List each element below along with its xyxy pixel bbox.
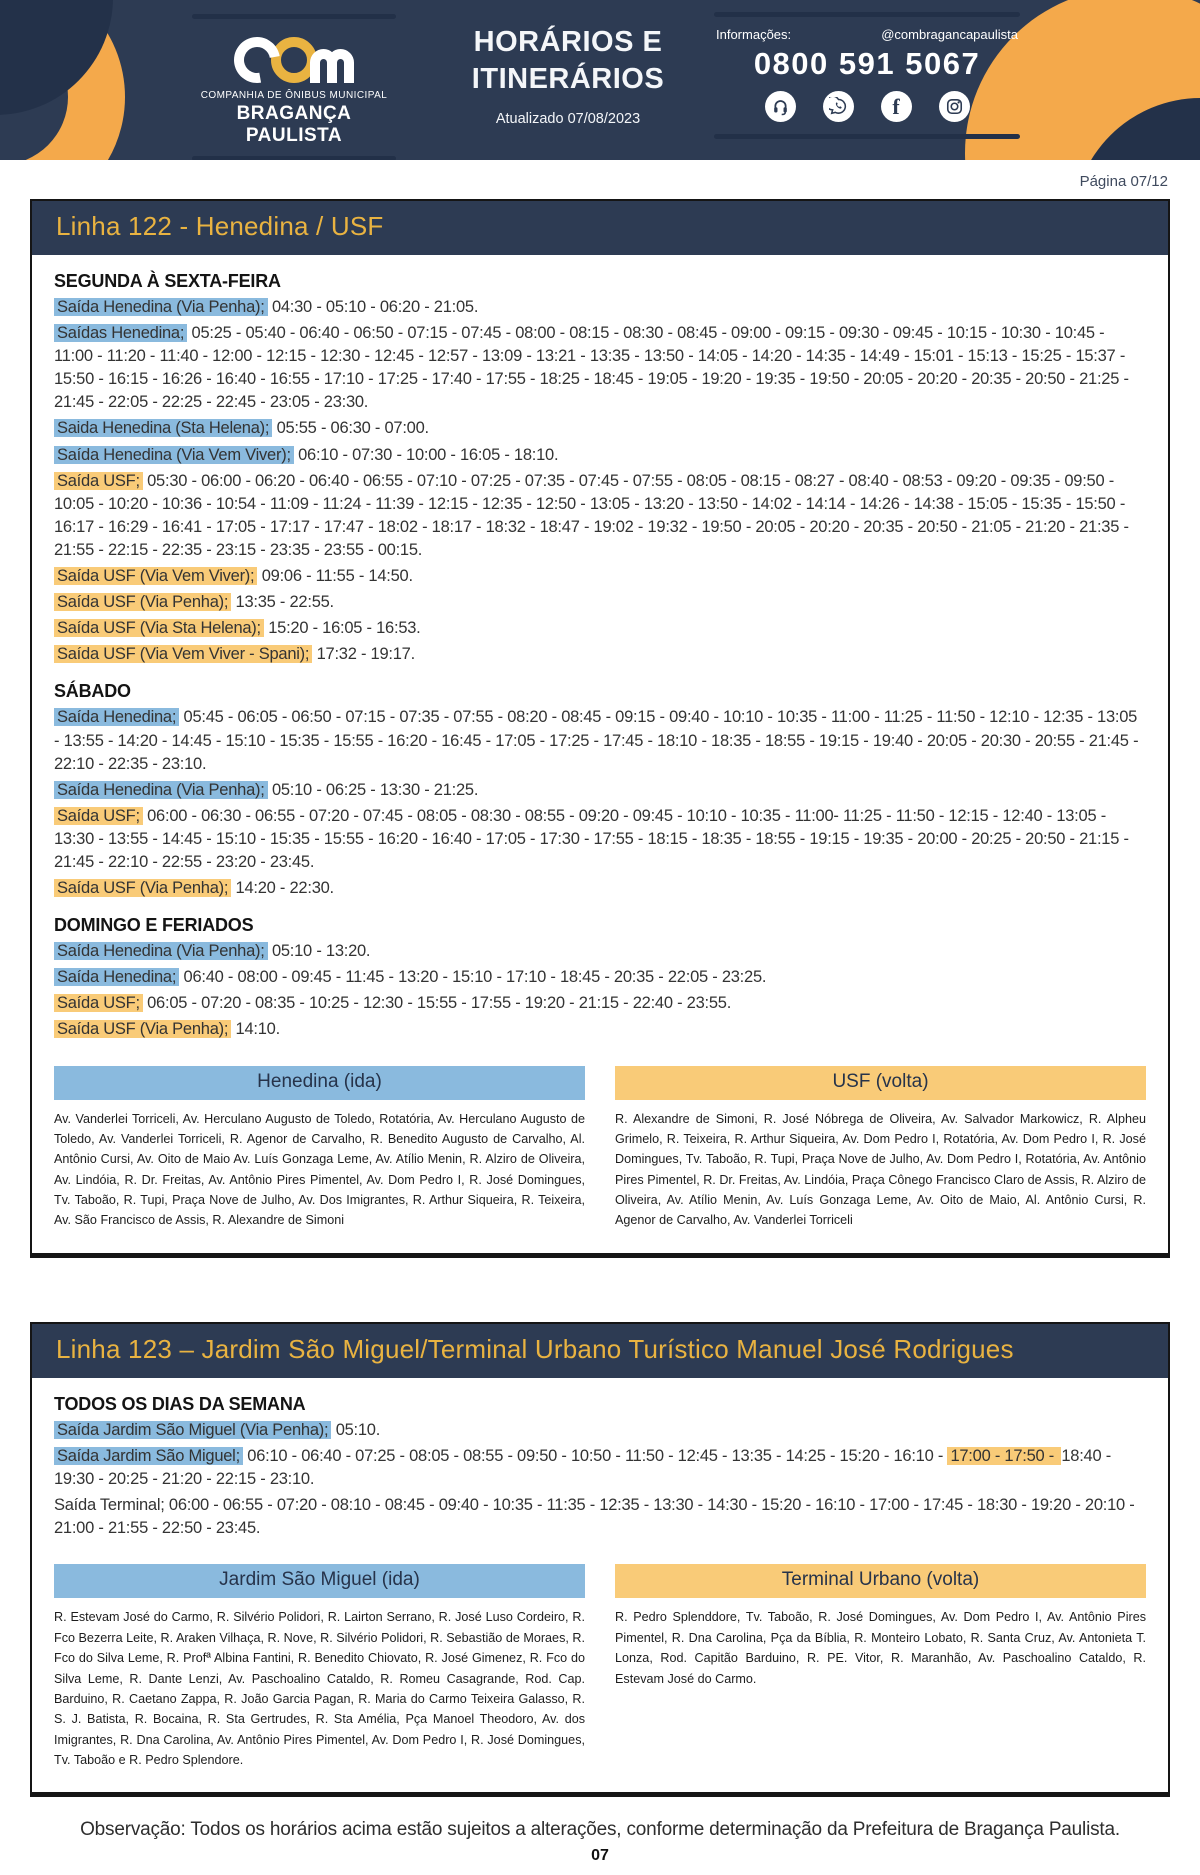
departure-times: 05:55 - 06:30 - 07:00. bbox=[272, 419, 429, 438]
divider bbox=[192, 156, 396, 160]
departure-times: 06:10 - 07:30 - 10:00 - 16:05 - 18:10. bbox=[293, 445, 559, 464]
departure-times: 06:00 - 06:55 - 07:20 - 08:10 - 08:45 - 09:40 - 10:35 - 11:35 - 12:35 - 13:30 - 14:30 - 15:20 - 16:10 - 17:00 - 17:45 - 18:30 - 19:20 - 20:10 - 21:00 - 21:55 - 22:50 - 23:45. bbox=[54, 1496, 1135, 1538]
column-header-volta: USF (volta) bbox=[615, 1066, 1146, 1100]
departure-times: 14:20 - 22:30. bbox=[231, 879, 334, 898]
departure-times: 17:00 - 17:50 - bbox=[947, 1447, 1061, 1465]
phone-number: 0800 591 5067 bbox=[753, 46, 981, 81]
schedule-entry bbox=[54, 565, 1146, 588]
linha-122-title: Linha 122 - Henedina / USF bbox=[32, 201, 1168, 255]
departure-label: Saída Henedina (Via Penha); bbox=[54, 942, 268, 960]
column-header-volta: Terminal Urbano (volta) bbox=[615, 1564, 1146, 1598]
schedule-entry bbox=[54, 1018, 1146, 1041]
route-column-volta bbox=[615, 1066, 1146, 1231]
departure-label: Saída Henedina; bbox=[54, 708, 179, 726]
linha-122-body bbox=[32, 255, 1168, 1253]
title-line-1: HORÁRIOS E bbox=[473, 26, 663, 58]
departure-times: 05:30 - 06:00 - 06:20 - 06:40 - 06:55 - 07:10 - 07:25 - 07:35 - 07:45 - 07:55 - 08:05 - 08:15 - 08:27 - 08:40 - 08:53 - 09:20 - 09:35 - 09:50 - 10:05 - 10:20 - 10:36 - 10:54 - 11:09 - 11:24 - 11:39 - 12:15 - 12:35 - 12:50 - 13:05 - 13:20 - 13:50 - 14:02 - 14:14 - 14:26 - 14:38 - 15:05 - 15:35 - 15:50 - 16:17 - 16:29 - 16:41 - 17:05 - 17:17 - 17:47 - 18:02 - 18:17 - 18:32 - 18:47 - 19:02 - 19:32 - 19:50 - 20:05 - 20:20 - 20:35 - 20:50 - 21:05 - 21:20 - 21:35 - 21:55 - 22:15 - 22:35 - 23:15 - 23:35 - 23:55 - 00:15. bbox=[54, 471, 1129, 559]
schedule-entry bbox=[54, 966, 1146, 989]
departure-times: 14:10. bbox=[231, 1020, 280, 1039]
headset-icon bbox=[765, 91, 796, 122]
day-section bbox=[54, 681, 1146, 900]
departure-times: 05:10. bbox=[331, 1420, 381, 1439]
linha-123-box bbox=[30, 1322, 1170, 1798]
departure-label: Saida Henedina (Sta Helena); bbox=[54, 419, 272, 437]
day-section bbox=[54, 915, 1146, 1041]
departure-times: 06:10 - 06:40 - 07:25 - 08:05 - 08:55 - 09:50 - 10:50 - 11:50 - 12:45 - 13:35 - 14:25 - 15:20 - 16:10 - bbox=[242, 1446, 948, 1465]
schedule-entry bbox=[54, 877, 1146, 900]
linha-123-title: Linha 123 – Jardim São Miguel/Terminal Urbano Turístico Manuel José Rodrigues bbox=[32, 1324, 1168, 1378]
schedule-entry bbox=[54, 1445, 1146, 1491]
departure-times: 15:20 - 16:05 - 16:53. bbox=[263, 619, 421, 638]
route-description-volta: R. Alexandre de Simoni, R. José Nóbrega de Oliveira, Av. Salvador Markowicz, R. Alpheu Grimelo, R. Teixeira, R. Arthur Siqueira, Av. Dom Pedro I, Rotatória, Av. Dom Pedro I, R. José Domingues, Tv. Taboão, R. Tupi, Praça Nove de Julho, Av. Dom Pedro I, Rotatória, Av. Antônio Pires Pimentel, R. Dr. Freitas, Av. Lindóia, Praça Cônego Francisco Claro de Assis, R. Alziro de Oliveira, Av. Atílio Menin, Av. Luís Gonzaga Leme, Av. Oito de Maio, Al. Antônio Cursi, R. Agenor de Carvalho, Av. Vanderlei Torriceli bbox=[615, 1111, 1146, 1228]
day-heading: SEGUNDA À SEXTA-FEIRA bbox=[54, 271, 281, 291]
departure-times: 05:45 - 06:05 - 06:50 - 07:15 - 07:35 - 07:55 - 08:20 - 08:45 - 09:15 - 09:40 - 10:10 - 10:35 - 11:00 - 11:25 - 11:50 - 12:10 - 12:35 - 13:05 - 13:55 - 14:20 - 14:45 - 15:10 - 15:35 - 15:55 - 16:20 - 16:45 - 17:05 - 17:25 - 17:45 - 18:10 - 18:35 - 18:55 - 19:15 - 19:40 - 20:05 - 20:30 - 20:55 - 21:45 - 22:10 - 22:35 - 23:10. bbox=[54, 708, 1139, 773]
departure-times: 06:40 - 08:00 - 09:45 - 11:45 - 13:20 - 15:10 - 17:10 - 18:45 - 20:35 - 22:05 - 23:25. bbox=[179, 968, 767, 987]
schedule-entry bbox=[54, 643, 1146, 666]
route-description-volta: R. Pedro Splenddore, Tv. Taboão, R. José Domingues, Av. Dom Pedro I, Av. Antônio Pires Pimentel, R. Dna Carolina, Pça da Bíblia, R. Monteiro Lobato, R. Santa Cruz, Av. Antonieta T. Lonza, Rod. Capitão Barduino, R. PE. Vitor, R. Maranhão, Av. Paschoalino Cataldo, R. Estevam José do Carmo. bbox=[615, 1610, 1146, 1686]
route-column-ida bbox=[54, 1066, 585, 1231]
schedule-entry bbox=[54, 296, 1146, 319]
schedule-entry bbox=[54, 591, 1146, 614]
day-section bbox=[54, 271, 1146, 666]
schedule-entry bbox=[54, 322, 1146, 414]
com-logo bbox=[188, 14, 400, 160]
departure-label: Saída Jardim São Miguel (Via Penha); bbox=[54, 1421, 331, 1439]
info-row bbox=[710, 27, 1024, 42]
departure-times: 05:10 - 13:20. bbox=[267, 942, 371, 961]
route-column-volta bbox=[615, 1564, 1146, 1770]
departure-label: Saída USF; bbox=[54, 807, 143, 825]
instagram-icon bbox=[939, 91, 970, 122]
schedule-entry bbox=[54, 417, 1146, 440]
schedule-entry bbox=[54, 706, 1146, 775]
company-city: BRAGANÇA PAULISTA bbox=[236, 103, 352, 146]
departure-label: Saída USF; bbox=[54, 472, 143, 490]
day-heading: TODOS OS DIAS DA SEMANA bbox=[54, 1393, 306, 1414]
departure-label: Saída Jardim São Miguel; bbox=[54, 1447, 243, 1465]
route-description-ida: R. Estevam José do Carmo, R. Silvério Polidori, R. Lairton Serrano, R. José Luso Cordeiro, R. Fco Bezerra Leite, R. Araken Vilhaça, R. Nove, R. Silvério Polidori, R. Sebastião de Moraes, R. Fco do Silva Leme, R. Profª Albina Fantini, R. Benedito Chiovato, R. José Gimenez, R. Fco do Silva Leme, R. Dante Lenzi, Av. Paschoalino Cataldo, R. Romeu Casagrande, Rod. Cap. Barduino, R. Caetano Zappa, R. João Garcia Pagan, R. Maria do Carmo Teixeira Galasso, R. S. J. Batista, R. Bocaina, R. Sta Gertrudes, R. Sta Amélia, Pça Manoel Theodoro, Av. dos Imigrantes, R. Dna Carolina, Av. Antônio Pires Pimentel, Av. Dom Pedro I, R. José Domingues, Tv. Taboão e R. Pedro Splendore. bbox=[54, 1610, 585, 1768]
column-header-ida: Jardim São Miguel (ida) bbox=[54, 1564, 585, 1598]
departure-label: Saída Henedina (Via Penha); bbox=[54, 781, 268, 799]
company-name: COMPANHIA DE ÔNIBUS MUNICIPAL bbox=[200, 90, 388, 101]
whatsapp-icon bbox=[823, 91, 854, 122]
document-title bbox=[448, 24, 688, 127]
departure-times: 18:40 - 19:30 - 20:25 - 21:20 - 22:15 - 23:10. bbox=[54, 1446, 1111, 1489]
updated-date: Atualizado 07/08/2023 bbox=[495, 111, 641, 128]
column-header-ida: Henedina (ida) bbox=[54, 1066, 585, 1100]
linha-122-box bbox=[30, 199, 1170, 1258]
departure-times: 05:10 - 06:25 - 13:30 - 21:25. bbox=[267, 780, 479, 799]
page-header bbox=[0, 0, 1200, 160]
route-description-ida: Av. Vanderlei Torriceli, Av. Herculano Augusto de Toledo, Rotatória, Av. Herculano Augusto de Toledo, Av. Vanderlei Torriceli, R. Agenor de Carvalho, R. Benedito Augusto de Carvalho, Al. Antônio Cursi, Av. Oito de Maio Av. Luís Gonzaga Leme, Av. Atílio Menin, R. Alziro de Oliveira, Av. Lindóia, R. Dr. Freitas, Av. Antônio Pires Pimentel, Av. Dom Pedro I, R. José Domingues, Tv. Taboão, R. Tupi, Praça Nove de Julho, Av. Dos Imigrantes, R. Arthur Siqueira, R. Teixeira, Av. São Francisco de Assis, R. Alexandre de Simoni bbox=[54, 1111, 585, 1228]
route-columns bbox=[54, 1564, 1146, 1770]
departure-times: 06:00 - 06:30 - 06:55 - 07:20 - 07:45 - 08:05 - 08:30 - 08:55 - 09:20 - 09:45 - 10:10 - 10:35 - 11:00- 11:25 - 11:50 - 12:15 - 12:40 - 13:05 - 13:30 - 13:55 - 14:45 - 15:10 - 15:35 - 15:55 - 16:20 - 16:40 - 17:05 - 17:30 - 17:55 - 18:15 - 18:35 - 18:55 - 19:15 - 19:35 - 20:00 - 20:25 - 20:50 - 21:15 - 21:45 - 22:10 - 22:55 - 23:20 - 23:45. bbox=[54, 806, 1129, 871]
schedule-entry bbox=[54, 779, 1146, 802]
departure-label: Saída USF (Via Penha); bbox=[54, 879, 231, 897]
com-wordmark bbox=[188, 27, 400, 83]
departure-label: Saída Terminal; bbox=[54, 1496, 165, 1515]
departure-times: 05:25 - 05:40 - 06:40 - 06:50 - 07:15 - 07:45 - 08:00 - 08:15 - 08:30 - 08:45 - 09:00 - 09:15 - 09:30 - 09:45 - 10:15 - 10:30 - 10:45 - 11:00 - 11:20 - 11:40 - 12:00 - 12:15 - 12:30 - 12:45 - 12:57 - 13:09 - 13:21 - 13:35 - 13:50 - 14:05 - 14:20 - 14:35 - 14:49 - 15:01 - 15:13 - 15:25 - 15:37 - 15:50 - 16:15 - 16:26 - 16:40 - 16:55 - 17:10 - 17:25 - 17:40 - 17:55 - 18:25 - 18:45 - 19:05 - 19:20 - 19:35 - 19:50 - 20:05 - 20:20 - 20:35 - 20:50 - 21:25 - 21:45 - 22:05 - 22:25 - 22:45 - 23:05 - 23:30. bbox=[54, 324, 1129, 412]
schedule-entry bbox=[54, 805, 1146, 874]
social-handle: @combragancapaulista bbox=[881, 27, 1018, 42]
divider bbox=[714, 12, 1020, 17]
divider bbox=[192, 14, 396, 19]
schedule-entry bbox=[54, 1494, 1146, 1540]
linha-123-schedule bbox=[54, 1394, 1146, 1540]
departure-times: 13:35 - 22:55. bbox=[231, 593, 334, 612]
page-indicator: Página 07/12 bbox=[1079, 173, 1168, 190]
page-number: 07 bbox=[591, 1847, 609, 1865]
departure-times: 04:30 - 05:10 - 06:20 - 21:05. bbox=[267, 298, 479, 316]
route-columns bbox=[54, 1066, 1146, 1231]
departure-label: Saída USF (Via Vem Viver - Spani); bbox=[54, 645, 312, 663]
departure-times: 06:05 - 07:20 - 08:35 - 10:25 - 12:30 - 15:55 - 17:55 - 19:20 - 21:15 - 22:40 - 23:55. bbox=[142, 994, 732, 1013]
departure-label: Saída Henedina (Via Penha); bbox=[54, 298, 268, 316]
departure-label: Saída USF; bbox=[54, 994, 143, 1012]
departure-label: Saída USF (Via Vem Viver); bbox=[54, 567, 257, 585]
facebook-icon: f bbox=[881, 91, 912, 122]
schedule-entry bbox=[54, 444, 1146, 467]
linha-122-schedule bbox=[54, 271, 1146, 1042]
divider bbox=[714, 134, 1020, 139]
departure-times: 17:32 - 19:17. bbox=[312, 645, 415, 664]
info-label: Informações: bbox=[716, 27, 792, 42]
departure-label: Saída Henedina; bbox=[54, 968, 179, 986]
day-heading: SÁBADO bbox=[54, 681, 131, 702]
letter-c-shape bbox=[225, 28, 289, 92]
departure-label: Saída Henedina (Via Vem Viver); bbox=[54, 446, 294, 464]
route-column-ida bbox=[54, 1564, 585, 1770]
linha-123-body bbox=[32, 1378, 1168, 1793]
title-line-2: ITINERÁRIOS bbox=[471, 63, 665, 96]
schedule-entry bbox=[54, 992, 1146, 1015]
schedule-entry bbox=[54, 1419, 1146, 1442]
departure-label: Saídas Henedina; bbox=[54, 324, 187, 342]
letter-m-shape bbox=[310, 49, 354, 83]
departure-times: 09:06 - 11:55 - 14:50. bbox=[257, 567, 413, 586]
departure-label: Saída USF (Via Sta Helena); bbox=[54, 619, 264, 637]
schedule-entry bbox=[54, 617, 1146, 640]
departure-label: Saída USF (Via Penha); bbox=[54, 1020, 231, 1038]
day-section bbox=[54, 1394, 1146, 1540]
schedule-entry bbox=[54, 470, 1146, 562]
day-heading: DOMINGO E FERIADOS bbox=[54, 915, 254, 936]
observation-note: Observação: Todos os horários acima estão sujeitos a alterações, conforme determinação da Prefeitura de Bragança Paulista. bbox=[80, 1819, 1120, 1841]
social-icons bbox=[710, 91, 1024, 122]
schedule-entry bbox=[54, 940, 1146, 963]
contact-info bbox=[710, 12, 1024, 139]
departure-label: Saída USF (Via Penha); bbox=[54, 593, 231, 611]
